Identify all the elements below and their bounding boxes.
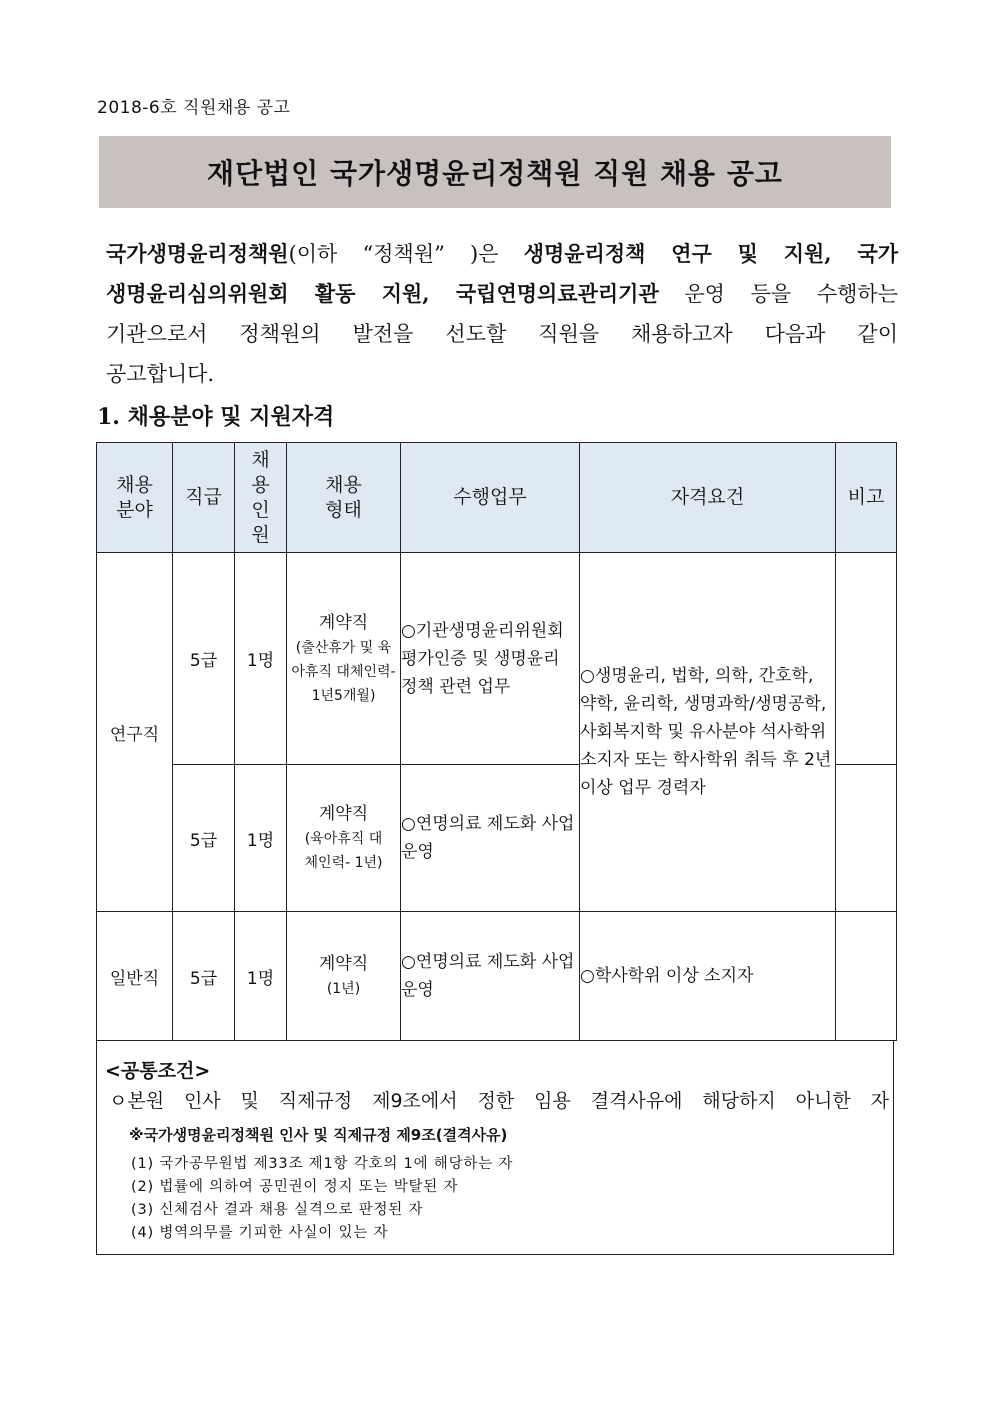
intro-line-1: [106, 234, 898, 274]
section-title: 1. 채용분야 및 지원자격: [97, 404, 335, 430]
disqualification-note: ※국가생명윤리정책원 인사 및 직제규정 제9조(결격사유): [129, 1126, 508, 1144]
table-row: [97, 912, 897, 1041]
intro-plain-2: 운영 등을 수행하는: [658, 282, 898, 306]
type-cell: [287, 912, 401, 1041]
field-cell: 연구직: [97, 553, 173, 912]
type-sub: (육아휴직 대체인력- 1년): [304, 831, 383, 871]
table-header-row: [97, 443, 897, 553]
header-duty: 수행업무: [401, 443, 580, 553]
count-cell: 1명: [235, 765, 287, 912]
intro-bold-2: 생명윤리심의위원회 활동 지원, 국립연명의료관리기관: [106, 281, 659, 306]
type-cell: [287, 765, 401, 912]
qualification-cell: ○학사학위 이상 소지자: [580, 912, 836, 1041]
intro-bold-1: 생명윤리정책 연구 및 지원, 국가: [523, 241, 898, 266]
intro-org-name: 국가생명윤리정책원: [106, 241, 289, 266]
qualification-cell: ○생명윤리, 법학, 의학, 간호학, 약학, 윤리학, 생명과학/생명공학, 사회복지학 및 유사분야 석사학위 소지자 또는 학사학위 취득 후 2년 이상 업무 경력자: [580, 553, 836, 912]
recruitment-table: [96, 442, 897, 1041]
type-sub: (1년): [326, 981, 361, 997]
note-cell: [836, 765, 897, 912]
list-item: (1) 국가공무원법 제33조 제1항 각호의 1에 해당하는 자: [131, 1156, 514, 1172]
duty-cell: ○기관생명윤리위원회 평가인증 및 생명윤리 정책 관련 업무: [401, 553, 580, 765]
grade-cell: 5급: [173, 553, 235, 765]
list-item: (2) 법률에 의하여 공민권이 정지 또는 박탈된 자: [131, 1179, 459, 1195]
note-cell: [836, 912, 897, 1041]
header-type: 채용형태: [287, 443, 401, 553]
type-main: 계약직: [318, 804, 369, 824]
intro-alias: (이하 “정책원” )은: [288, 242, 524, 266]
list-item: (3) 신체검사 결과 채용 실격으로 판정된 자: [131, 1202, 424, 1218]
count-cell: 1명: [235, 912, 287, 1041]
type-main: 계약직: [318, 954, 369, 974]
field-cell: 일반직: [97, 912, 173, 1041]
header-grade: 직급: [173, 443, 235, 553]
table-row: [97, 553, 897, 765]
intro-paragraph: [106, 234, 898, 394]
duty-cell: ○연명의료 제도화 사업 운영: [401, 912, 580, 1041]
grade-cell: 5급: [173, 765, 235, 912]
note-cell: [836, 553, 897, 765]
notice-number: 2018-6호 직원채용 공고: [97, 98, 291, 118]
grade-cell: 5급: [173, 912, 235, 1041]
common-conditions-title: <공통조건>: [105, 1060, 211, 1082]
intro-line-3: 기관으로서 정책원의 발전을 선도할 직원을 채용하고자 다음과 같이: [106, 322, 898, 346]
page-title: 재단법인 국가생명윤리정책원 직원 채용 공고: [207, 157, 783, 190]
intro-line-2: [106, 274, 898, 314]
header-field: 채용분야: [97, 443, 173, 553]
count-cell: 1명: [235, 553, 287, 765]
type-sub: (출산휴가 및 육아휴직 대체인력- 1년5개월): [291, 639, 396, 704]
header-count: 채용인원: [235, 443, 287, 553]
intro-line-4: 공고합니다.: [106, 362, 215, 386]
header-note: 비고: [836, 443, 897, 553]
header-qualification: 자격요건: [580, 443, 836, 553]
type-main: 계약직: [318, 612, 369, 633]
list-item: (4) 병역의무를 기피한 사실이 있는 자: [131, 1225, 389, 1241]
duty-cell: ○연명의료 제도화 사업 운영: [401, 765, 580, 912]
type-cell: [287, 553, 401, 765]
common-conditions-box: [96, 1040, 894, 1255]
title-banner: [99, 136, 891, 208]
common-conditions-body: ㅇ본원 인사 및 직제규정 제9조에서 정한 임용 결격사유에 해당하지 아니한 자: [109, 1090, 889, 1112]
disqualification-list: [131, 1153, 513, 1245]
